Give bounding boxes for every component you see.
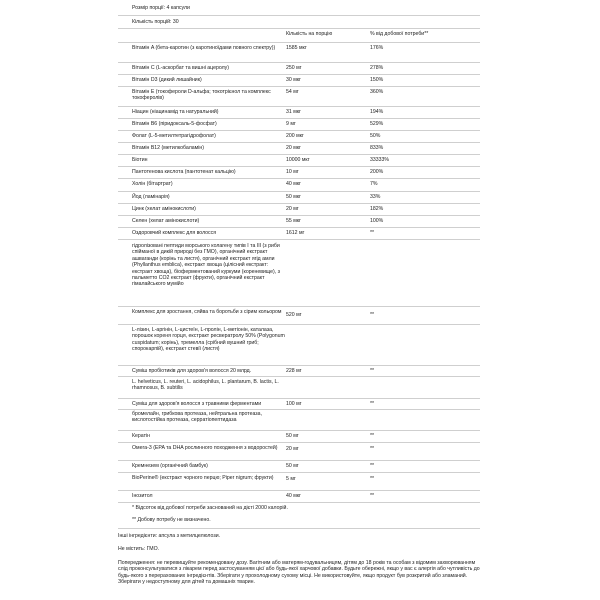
nutrient-name: Комплекс для зростання, сяйва та боротьби з сірим кольором <box>132 309 282 315</box>
nutrient-dv: ** <box>370 401 375 407</box>
nutrient-name: Вітамін A (бета-каротин (з каротиноїдами повного спектру)) <box>132 45 276 51</box>
divider <box>118 15 480 16</box>
no-gmo: Не містить: ГМО. <box>118 546 160 552</box>
nutrient-dv: 833% <box>370 145 384 151</box>
nutrient-amount: 1612 мг <box>286 230 305 236</box>
nutrient-amount: 20 мг <box>286 206 299 212</box>
table-row <box>118 130 480 141</box>
table-row <box>118 215 480 226</box>
table-row <box>118 472 480 489</box>
nutrient-dv: 33% <box>370 194 381 200</box>
nutrient-amount: 40 мкг <box>286 181 301 187</box>
nutrient-name: Біотин <box>132 157 148 163</box>
table-row <box>118 86 480 105</box>
complex-description: гідролізовані пептиди морського колагену типів I та III (з риби спійманої в дикій природі без ГМО), органічний екстракт ашваганди (корінь та листя), органічний екстракт ягід амли (Phyllanthus emblica), екстракт хвоща (цілісний екстракт: екстракт хвоща), біоферментований куркуми (кореневище), з пальметто CO2 екстракт (фрукти), органічний екстракт гімалайського мумійо <box>132 243 281 288</box>
nutrient-dv: 150% <box>370 77 384 83</box>
table-row <box>118 106 480 117</box>
nutrient-name: Вітамін B6 (піридоксаль-5-фосфат) <box>132 121 217 127</box>
divider <box>118 409 480 410</box>
nutrient-name: Кератін <box>132 433 150 439</box>
table-row <box>118 430 480 441</box>
nutrient-dv: ** <box>370 433 375 439</box>
nutrient-amount: 520 мг <box>286 312 302 318</box>
serving-count: Кількість порцій: 30 <box>132 19 179 25</box>
nutrient-amount: 100 мг <box>286 401 302 407</box>
table-row <box>118 178 480 189</box>
nutrient-amount: 250 мг <box>286 65 302 71</box>
table-row <box>118 203 480 214</box>
table-row <box>118 227 480 238</box>
footnote-undefined: ** Добову потребу не визначено. <box>132 517 211 523</box>
nutrient-dv: 200% <box>370 169 384 175</box>
divider <box>118 502 480 503</box>
nutrient-dv: 529% <box>370 121 384 127</box>
footnote-dv: * Відсоток від добової потреби заснований на дієті 2000 калорій. <box>132 505 288 511</box>
nutrient-amount: 1585 мкг <box>286 45 307 51</box>
nutrient-dv: 182% <box>370 206 384 212</box>
enzyme-description: бромелайн, грибкова протеаза, нейтральна протеаза, кислотостійка протеаза, серратіопептидаза <box>132 411 263 424</box>
nutrient-name: Фолат (L-5-метилтетрагідрофолат) <box>132 133 216 139</box>
nutrient-dv: 33333% <box>370 157 390 163</box>
nutrient-amount: 50 мкг <box>286 194 301 200</box>
nutrient-dv: 194% <box>370 109 384 115</box>
nutrient-dv: ** <box>370 312 375 318</box>
nutrient-amount: 10 мг <box>286 169 299 175</box>
table-header-row <box>118 28 480 41</box>
nutrient-amount: 54 мг <box>286 89 299 95</box>
nutrient-dv: ** <box>370 446 375 452</box>
nutrient-amount: 30 мкг <box>286 77 301 83</box>
nutrient-dv: ** <box>370 463 375 469</box>
divider <box>118 239 480 240</box>
table-row <box>118 398 480 409</box>
nutrient-amount: 200 мкг <box>286 133 304 139</box>
nutrient-name: Цинк (хелат амінокислоти) <box>132 206 196 212</box>
nutrient-name: Кремнезем (органічний бамбук) <box>132 463 208 469</box>
nutrient-name: Оздоровчий комплекс для волосся <box>132 230 217 236</box>
nutrient-name: Суміш пробіотиків для здоров'я волосся 20 млрд. <box>132 368 252 374</box>
nutrient-name: Вітамін C (L-аскорбат та вишні ацеролу) <box>132 65 229 71</box>
nutrient-amount: 31 мкг <box>286 109 301 115</box>
growth-complex-description: L-лізин, L-аргінін, L-цистеїн, L-пролін, L-метіонін, каталаза, порошок кореня горця, екстракт ресвератролу 50% (Polygonum cuspidatum; корінь), тремелла (срібний вушний гриб; спорокарпій), екстракт стевії (листя) <box>132 327 285 353</box>
nutrient-dv: 360% <box>370 89 384 95</box>
table-row <box>118 74 480 85</box>
nutrient-name: Інозитол <box>132 493 153 499</box>
nutrient-name: Вітамін D3 (дикий лишайник) <box>132 77 202 83</box>
nutrient-name: Вітамін B12 (метилкобаламін) <box>132 145 204 151</box>
divider <box>118 376 480 377</box>
nutrient-name: BioPerine® (екстракт чорного перцю; Piper nigrum; фрукти) <box>132 475 274 481</box>
table-row <box>118 460 480 471</box>
amount-header: Кількість на порцію <box>286 31 333 37</box>
other-ingredients: Інші інгредієнти: апсула з метилцелюлози. <box>118 533 221 539</box>
table-row <box>118 154 480 165</box>
divider <box>118 324 480 325</box>
nutrient-dv: 100% <box>370 218 384 224</box>
nutrient-amount: 40 мкг <box>286 493 301 499</box>
table-row <box>118 442 480 459</box>
nutrient-name: Суміш для здоров'я волосся з травними ферментами <box>132 401 262 407</box>
nutrient-dv: ** <box>370 230 375 236</box>
nutrient-dv: 7% <box>370 181 378 187</box>
nutrient-amount: 5 мг <box>286 476 296 482</box>
nutrient-amount: 55 мкг <box>286 218 301 224</box>
nutrient-name: Холін (бітартрат) <box>132 181 173 187</box>
table-row <box>118 365 480 376</box>
nutrient-name: Ніацин (ніацинамід та натуральний) <box>132 109 219 115</box>
table-row <box>118 62 480 73</box>
nutrient-amount: 20 мкг <box>286 145 301 151</box>
divider <box>118 528 480 529</box>
nutrient-amount: 50 мг <box>286 433 299 439</box>
table-row <box>118 166 480 177</box>
nutrient-amount: 10000 мкг <box>286 157 310 163</box>
table-row <box>118 142 480 153</box>
table-row <box>118 118 480 129</box>
nutrient-amount: 50 мг <box>286 463 299 469</box>
table-row <box>118 490 480 501</box>
nutrient-dv: 176% <box>370 45 384 51</box>
serving-size: Розмір порції: 4 капсули <box>132 5 190 11</box>
nutrient-name: Селен (хелат амінокислоти) <box>132 218 200 224</box>
probiotic-description: L. helveticus, L. reuteri, L. acidophilus, L. plantarum, B. lactis, L. rhamnosus, B. subtilis <box>132 379 279 392</box>
table-row <box>118 42 480 61</box>
table-row <box>118 191 480 202</box>
nutrient-amount: 9 мг <box>286 121 296 127</box>
nutrient-amount: 228 мг <box>286 368 302 374</box>
nutrient-name: Йод (ламінарія) <box>132 194 170 200</box>
nutrient-amount: 20 мг <box>286 446 299 452</box>
nutrient-dv: ** <box>370 476 375 482</box>
nutrient-dv: ** <box>370 368 375 374</box>
warning-text: Попередження: не перевищуйте рекомендовану дозу. Вагітним або матерям-годувальницям, дітям до 18 років та особам з відомим захворюванням слід проконсультуватися з лікарем перед застосуванням цієї або будь-якої харчової добавки. Будьте обережні, якщо у вас є алергія або чутливість до будь-якого з перерахованих інгредієнтів. Зберігати у прохолодному сухому місці. Не використовуйте, якщо продукт був розкритий або зламаний. Зберігати у недоступному для дітей та домашніх тварин. <box>118 560 480 586</box>
nutrient-name: Омега-3 (EPA та DHA рослинного походження з водоростей) <box>132 445 278 451</box>
nutrient-dv: 50% <box>370 133 381 139</box>
nutrient-name: Вітамін E (токофероли D-альфа; токотрієнол та комплекс токоферолів) <box>132 89 271 102</box>
dv-header: % від добової потреби** <box>370 31 429 37</box>
nutrient-dv: 278% <box>370 65 384 71</box>
nutrient-name: Пантотенова кислота (пантотенат кальцію) <box>132 169 236 175</box>
nutrient-dv: ** <box>370 493 375 499</box>
